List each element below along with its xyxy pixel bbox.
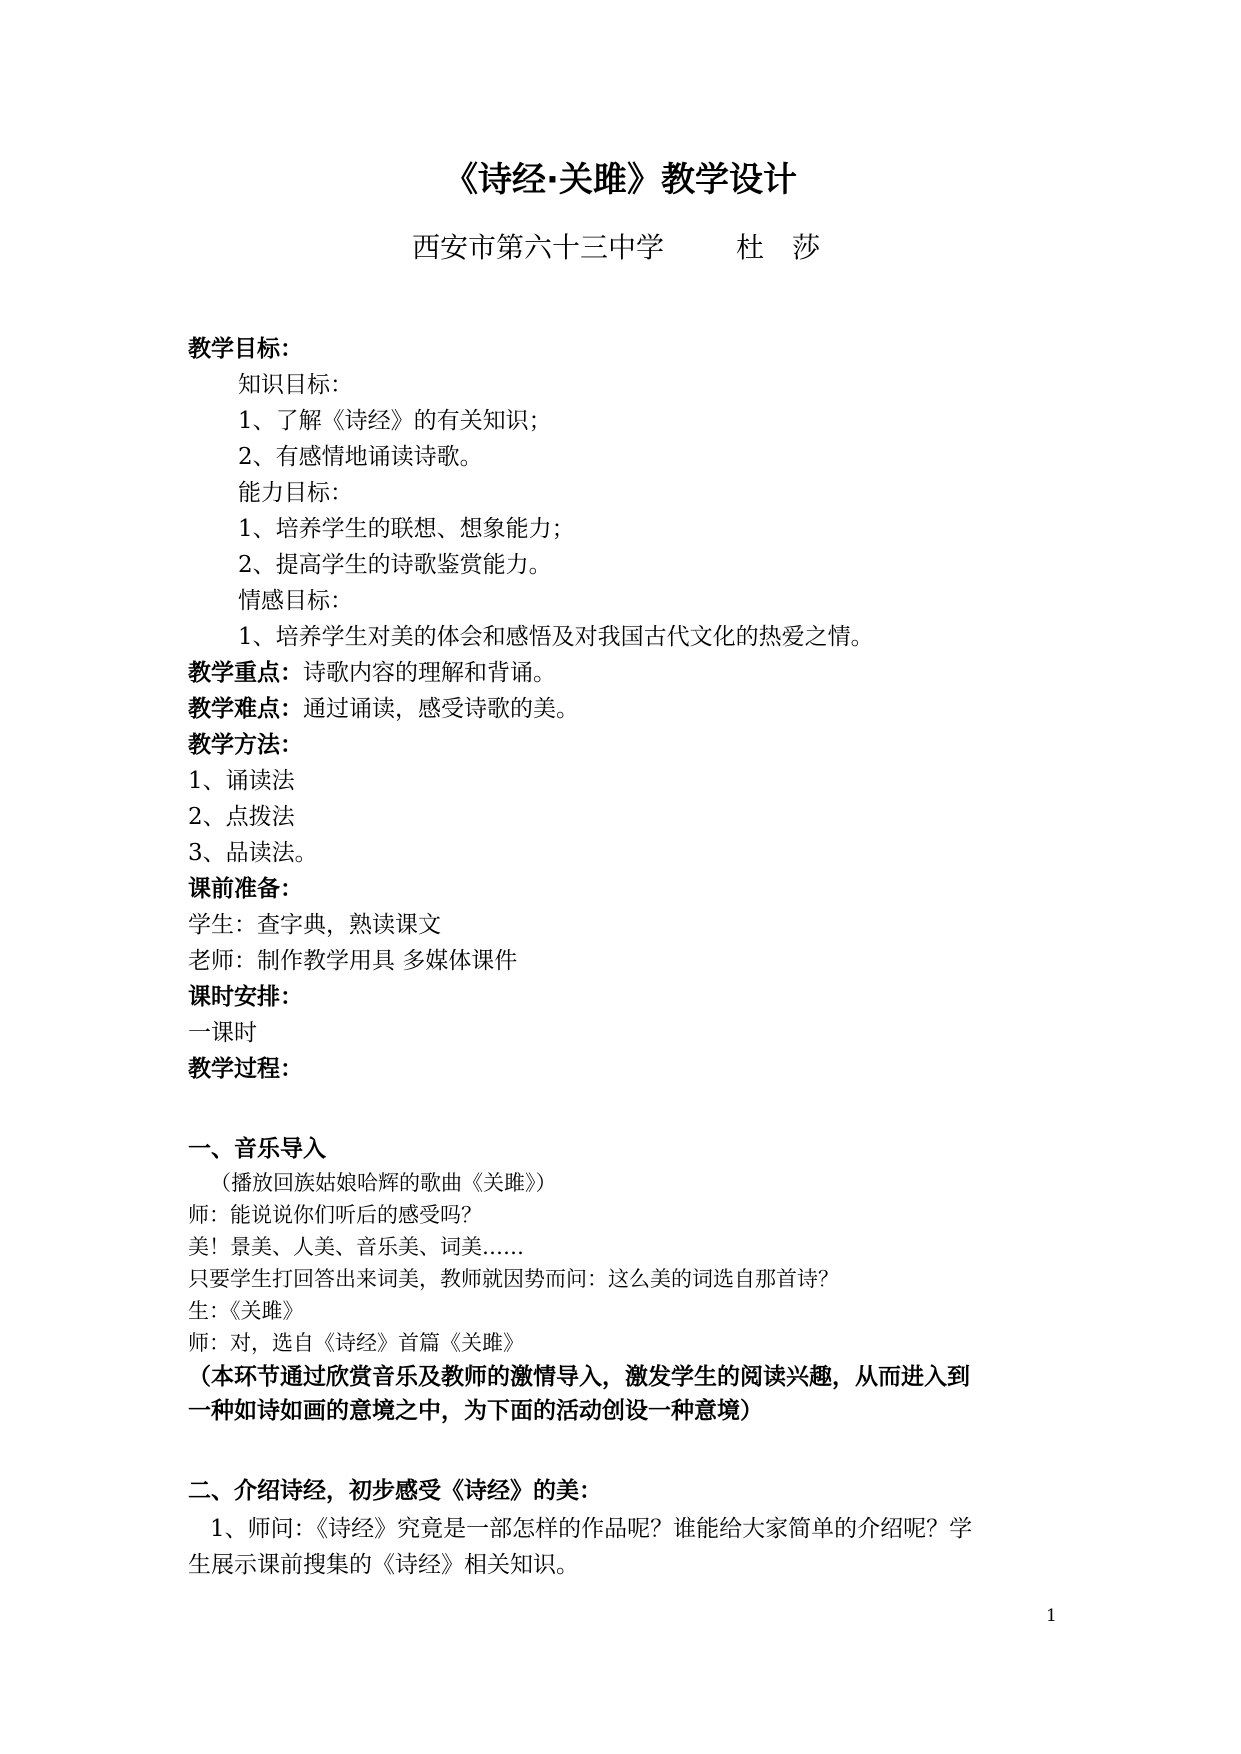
ability-objective-label: 能力目标： — [238, 480, 353, 506]
section-1-note-line-1: （本环节通过欣赏音乐及教师的激情导入，激发学生的阅读兴趣，从而进入到 — [188, 1364, 970, 1390]
key-point-text: 诗歌内容的理解和背诵。 — [303, 660, 556, 686]
section-2-paragraph-line-1: 1、师问：《诗经》究竟是一部怎样的作品呢？谁能给大家简单的介绍呢？学 — [210, 1516, 973, 1542]
author-name-given: 杜 — [736, 231, 765, 264]
section-1-heading: 一、音乐导入 — [188, 1136, 326, 1162]
section-1-line: 只要学生打回答出来词美，教师就因势而问：这么美的词选自那首诗？ — [188, 1267, 839, 1291]
section-2-paragraph-line-2: 生展示课前搜集的《诗经》相关知识。 — [188, 1552, 579, 1578]
document-title: 《诗经·关雎》教学设计 — [444, 160, 797, 200]
knowledge-objective-1: 1、了解《诗经》的有关知识； — [238, 408, 552, 434]
preparation-teacher: 老师：制作教学用具 多媒体课件 — [188, 948, 518, 974]
emotion-objective-label: 情感目标： — [238, 588, 353, 614]
page-number: 1 — [1046, 1606, 1057, 1626]
methods-heading: 教学方法： — [188, 732, 303, 758]
author-line — [412, 230, 820, 266]
schedule-heading: 课时安排： — [188, 984, 303, 1010]
preparation-heading: 课前准备： — [188, 876, 303, 902]
section-1-line: 生：《关雎》 — [188, 1299, 304, 1323]
school-name: 西安市第六十三中学 — [412, 231, 665, 264]
section-1-note-line-2: 一种如诗如画的意境之中，为下面的活动创设一种意境） — [188, 1398, 763, 1424]
schedule-text: 一课时 — [188, 1020, 257, 1046]
section-1-line: 师：对，选自《诗经》首篇《关雎》 — [188, 1331, 524, 1355]
ability-objective-1: 1、培养学生的联想、想象能力； — [238, 516, 575, 542]
knowledge-objective-2: 2、有感情地诵读诗歌。 — [238, 444, 483, 470]
process-heading: 教学过程： — [188, 1056, 303, 1082]
method-item: 3、品读法。 — [188, 840, 318, 866]
preparation-student: 学生：查字典，熟读课文 — [188, 912, 441, 938]
author-name-family: 莎 — [792, 231, 821, 264]
method-item: 1、诵读法 — [188, 768, 295, 794]
key-point-label: 教学重点： — [188, 660, 303, 686]
section-1-line: 师：能说说你们听后的感受吗？ — [188, 1203, 482, 1227]
knowledge-objective-label: 知识目标： — [238, 372, 353, 398]
key-point-line — [188, 658, 556, 688]
emotion-objective-1: 1、培养学生对美的体会和感悟及对我国古代文化的热爱之情。 — [238, 624, 874, 650]
difficulty-text: 通过诵读，感受诗歌的美。 — [303, 696, 579, 722]
section-2-heading: 二、介绍诗经，初步感受《诗经》的美： — [188, 1478, 602, 1504]
section-1-line: （播放回族姑娘哈辉的歌曲《关雎》） — [210, 1171, 557, 1195]
objectives-heading: 教学目标： — [188, 336, 303, 362]
difficulty-line — [188, 694, 579, 724]
method-item: 2、点拨法 — [188, 804, 295, 830]
section-1-line: 美！景美、人美、音乐美、词美…… — [188, 1235, 524, 1259]
difficulty-label: 教学难点： — [188, 696, 303, 722]
ability-objective-2: 2、提高学生的诗歌鉴赏能力。 — [238, 552, 552, 578]
